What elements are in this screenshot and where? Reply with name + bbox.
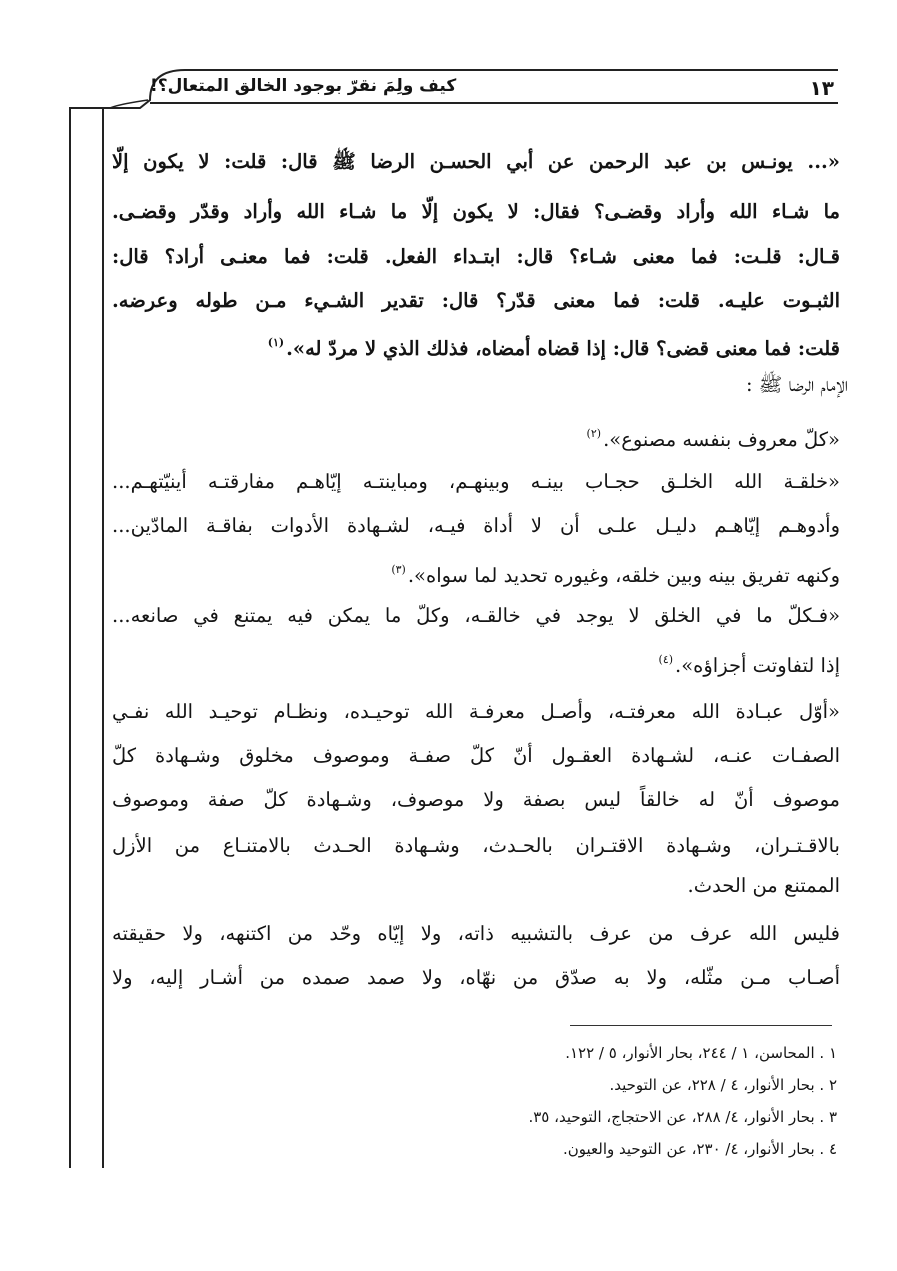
footnote-item: ١ . المحاسن، ١ / ٢٤٤، بحار الأنوار، ٥ / ١٢٢. (565, 1044, 837, 1062)
text-line: فليس الله عرف من عرف بالتشبيه ذاته، ولا إيّاه وحّد من اكتنهه، ولا حقيقته (112, 922, 840, 945)
text-line: قلت: فما معنى قضى؟ قال: إذا قضاه أمضاه، فذلك الذي لا مردّ له».$^{(١)}$ (267, 336, 840, 360)
text-line: قـال: قلـت: فما معنى شـاء؟ قال: ابتـداء الفعل. قلت: فما معنـى أراد؟ قال: (112, 245, 840, 268)
page-number: ١٣ (809, 76, 834, 100)
text-line: «... يونـس بن عبد الرحمن عن أبي الحسـن الرضا ﷺ قال: قلت: لا يكون إلّا (112, 150, 840, 173)
footnote-item: ٤ . بحار الأنوار، ٤/ ٢٣٠، عن التوحيد والعيون. (562, 1140, 837, 1158)
footnote-separator (570, 1025, 832, 1026)
text-line: أصـاب مـن مثّله، ولا به صدّق من نهّاه، ولا صمد صمده من أشـار إليه، ولا (112, 966, 840, 989)
text-line: وكنهه تفريق بينه وبين خلقه، وغيوره تحديد لما سواه».$^{(٣)}$ (391, 563, 840, 587)
footnote-ref: (٣) (391, 563, 406, 576)
text-line: بالاقـتـران، وشـهادة الاقتـران بالحـدث، وشـهادة الحـدث بالامتنـاع من الأزل (112, 834, 840, 857)
main-text (112, 0, 848, 1000)
text-line: الممتنع من الحدث. (687, 874, 840, 897)
footnote-ref: (٢) (586, 427, 602, 440)
text-line: الصفـات عنـه، لشـهادة العقـول أنّ كلّ صفـة وموصوف مخلوق وشـهادة كلّ (112, 744, 840, 767)
text-line: موصوف أنّ له خالقاً ليس بصفة ولا موصوف، وشـهادة كلّ صفة وموصوف (112, 788, 840, 811)
text-line: «فـكلّ ما في الخلق لا يوجد في خالقـه، وكلّ ما يمكن فيه يمتنع في صانعه... (112, 604, 840, 627)
text-line: الثبـوت عليـه. قلت: فما معنى قدّر؟ قال: تقدير الشـيء مـن طوله وعرضه. (112, 289, 840, 312)
footnote-ref: (١) (267, 336, 285, 349)
footnote-item: ٣ . بحار الأنوار، ٤/ ٢٨٨، عن الاحتجاج، التوحيد، ٣٥. (528, 1108, 837, 1126)
section-heading: الإمام الرضا ﷺ : (745, 373, 848, 396)
footnote-item: ٢ . بحار الأنوار، ٤ / ٢٢٨، عن التوحيد. (609, 1076, 837, 1094)
text-line: إذا لتفاوتت أجزاؤه».$^{(٤)}$ (658, 653, 840, 677)
text-line: ما شـاء الله وأراد وقضـى؟ فقال: لا يكون إلّا ما شـاء الله وأراد وقدّر وقضـى. (112, 200, 840, 223)
footnote-ref: (٤) (658, 653, 674, 666)
text-line: «أوّل عبـادة الله معرفتـه، وأصـل معرفـة الله توحيـده، ونظـام توحيـد الله نفـي (112, 700, 840, 723)
running-title: كيف ولِمَ نقرّ بوجود الخالق المتعال؟! (150, 76, 457, 96)
text-line: وأدوهـم إيّاهـم دليـل علـى أن لا أداة فيـه، لشـهادة الأدوات بفاقـة المادّين... (112, 514, 840, 537)
text-line: «خلقـة الله الخلـق حجـاب بينـه وبينهـم، ومباينتـه إيّاهـم مفارقتـه أينيّتهـم... (112, 470, 840, 493)
text-line: «كلّ معروف بنفسه مصنوع».$^{(٢)}$ (586, 427, 840, 451)
